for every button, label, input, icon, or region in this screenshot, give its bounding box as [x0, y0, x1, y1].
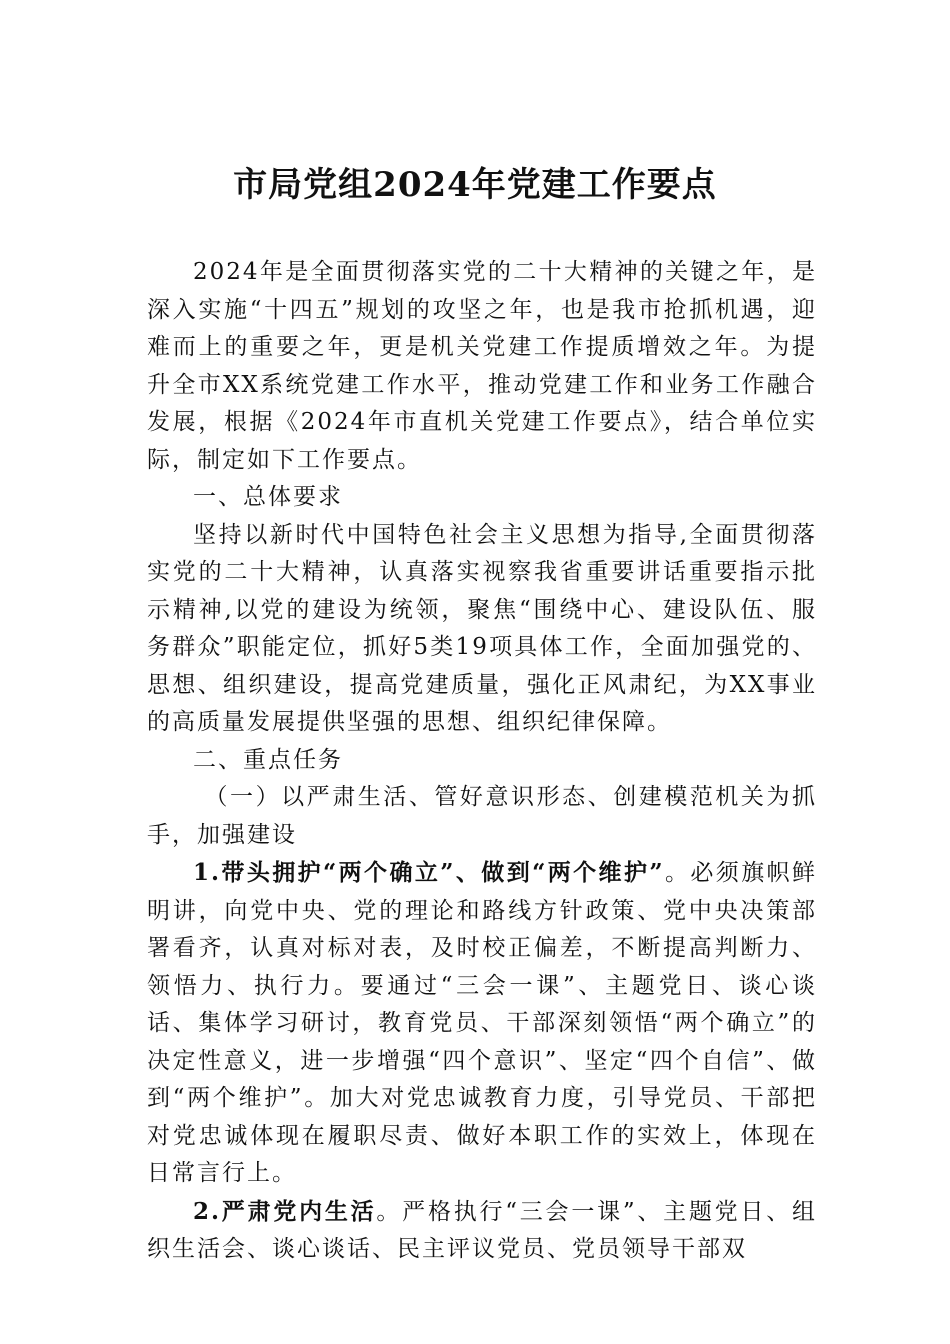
item-2-body: 。严格执行“三会一课”、主题党日、组织生活会、谈心谈话、民主评议党员、党员领导干部双 [147, 1198, 817, 1262]
item-1-paragraph [147, 854, 817, 1193]
item-2-paragraph [147, 1193, 817, 1269]
item-1-body: 。必须旗帜鲜明讲，向党中央、党的理论和路线方针政策、党中央决策部署看齐，认真对标对表，及时校正偏差，不断提高判断力、领悟力、执行力。要通过“三会一课”、主题党日、谈心谈话、集体学习研讨，教育党员、干部深刻领悟“两个确立”的决定性意义，进一步增强“四个意识”、坚定“四个自信”、做到“两个维护”。加大对党忠诚教育力度，引导党员、干部把对党忠诚体现在履职尽责、做好本职工作的实效上，体现在日常言行上。 [147, 860, 817, 1186]
document-title: 市局党组2024年党建工作要点 [233, 165, 717, 205]
section-heading-general-requirements: 一、总体要求 [193, 484, 343, 510]
item-1-lead: 1.带头拥护“两个确立”、做到“两个维护” [193, 859, 665, 886]
document-body [147, 254, 817, 1269]
item-2-lead: 2.严肃党内生活 [193, 1197, 377, 1225]
intro-paragraph: 2024年是全面贯彻落实党的二十大精神的关键之年，是深入实施“十四五”规划的攻坚之年，也是我市抢抓机遇，迎难而上的重要之年，更是机关党建工作提质增效之年。为提升全市XX系统党建工作水平，推动党建工作和业务工作融合发展，根据《2024年市直机关党建工作要点》，结合单位实际，制定如下工作要点。 [147, 259, 817, 473]
section-heading-key-tasks: 二、重点任务 [193, 746, 343, 773]
general-requirements-paragraph: 坚持以新时代中国特色社会主义思想为指导,全面贯彻落实党的二十大精神，认真落实视察我省重要讲话重要指示批示精神,以党的建设为统领，聚焦“围绕中心、建设队伍、服务群众”职能定位，抓好5类19项具体工作，全面加强党的、思想、组织建设，提高党建质量，强化正风肃纪，为XX事业的高质量发展提供坚强的思想、组织纪律保障。 [147, 521, 817, 735]
subsection-heading-1: （一）以严肃生活、管好意识形态、创建模范机关为抓手，加强建设 [147, 784, 817, 848]
